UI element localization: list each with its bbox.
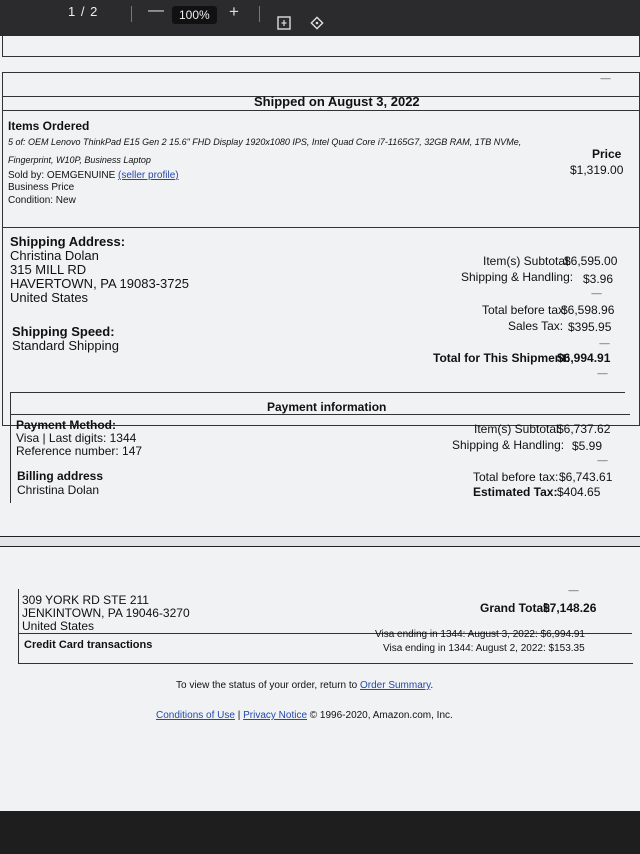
copyright-text: © 1996-2020, Amazon.com, Inc. xyxy=(307,710,453,721)
shipment-header: Shipped on August 3, 2022 xyxy=(254,94,420,109)
shipping-label: Shipping & Handling: xyxy=(461,270,574,284)
toolbar-divider xyxy=(259,6,260,22)
shipping-value: $3.96 xyxy=(583,272,614,286)
payment-subtotal-label: Item(s) Subtotal: xyxy=(474,422,563,436)
sales-tax-label: Sales Tax: xyxy=(508,319,564,333)
payment-shipping-value: $5.99 xyxy=(572,439,603,453)
order-status-text: To view the status of your order, return to Order Summary. xyxy=(176,680,434,691)
item-price: $1,319.00 xyxy=(570,163,624,177)
conditions-link[interactable]: Conditions of Use xyxy=(156,710,235,721)
subtotal-label: Item(s) Subtotal: xyxy=(483,254,572,268)
cc-transaction-1: Visa ending in 1344: August 3, 2022: $6,994.91 xyxy=(375,629,585,640)
estimated-tax-value: $404.65 xyxy=(557,485,601,499)
item-description-cont: Fingerprint, W10P, Business Laptop xyxy=(8,155,151,165)
billing-country: United States xyxy=(22,619,95,633)
shipment-total-value: $6,994.91 xyxy=(557,351,611,365)
billing-name: Christina Dolan xyxy=(17,483,100,497)
desk-background xyxy=(0,811,640,854)
shipping-speed-label: Shipping Speed: xyxy=(12,324,115,339)
payment-before-tax-value: $6,743.61 xyxy=(559,470,613,484)
zoom-level[interactable]: 100% xyxy=(172,6,217,24)
billing-address-line2: JENKINTOWN, PA 19046-3270 xyxy=(22,606,190,620)
privacy-link[interactable]: Privacy Notice xyxy=(243,710,307,721)
payment-before-tax-label: Total before tax: xyxy=(473,470,559,484)
shipping-address-label: Shipping Address: xyxy=(10,234,126,249)
payment-shipping-label: Shipping & Handling: xyxy=(452,438,565,452)
pdf-page: ------ Shipped on August 3, 2022 Items Ordered Price 5 of: OEM Lenovo ThinkPad E15 Gen 2 15.6" FHD Display 1920x1080 IPS, Intel Quad Core i7-1165G7, 32GB RAM, 1TB NVMe, Fingerprint, W10P, Business Laptop $1,319.00 Sold by: OEMGENUINE (seller profile) Business Price Condition: New Shipping Address: Christina Dolan 315 MILL RD HAVERTOWN, PA 19083-3725 United States Item(s) Subtotal: $6,595.00 Shipping & Handling: $3.96 ------ Total before tax: $6,598.96 Sales Tax: $395.95 ------ Shipping Speed: Standard Shipping Total for This Shipment: $6,994.91 ------ Payment information Payment Method: Visa | Last digits: 1344 Reference number: 147 Item(s) Subtotal: $6,737.62 Shipping & Handling: $5.99 ------ Billing address Christina Dolan Total before tax: $6,743.61 Estimated Tax: $404.65 ------ 309 YORK RD STE 211 JENKINTOWN, PA 19046-3270 United States Grand Total: $7,148.26 Credit Card transactions Visa ending in 1344: August 3, 2022: $6,994.91 Visa ending in 1344: August 2, 2022: $153.35 To view the status of your order, return to Order Summary. Conditions of Use | Privacy Notice © 1996-2020, Amazon.com, Inc. xyxy=(0,36,640,811)
payment-subtotal-value: $6,737.62 xyxy=(557,422,611,436)
payment-method-value: Visa | Last digits: 1344 xyxy=(16,431,137,445)
reference-number: Reference number: 147 xyxy=(16,444,143,458)
rotate-icon[interactable] xyxy=(309,15,325,31)
grand-total-value: $7,148.26 xyxy=(543,601,597,615)
sales-tax-value: $395.95 xyxy=(568,320,612,334)
price-label: Price xyxy=(592,147,622,161)
payment-header: Payment information xyxy=(267,400,387,414)
estimated-tax-label: Estimated Tax: xyxy=(473,485,558,499)
address-name: Christina Dolan xyxy=(10,248,99,263)
address-country: United States xyxy=(10,290,89,305)
payment-method-label: Payment Method: xyxy=(16,418,117,432)
page-indicator: 1 / 2 xyxy=(68,4,99,19)
subtotal-value: $6,595.00 xyxy=(564,254,618,268)
grand-total-label: Grand Total: xyxy=(480,601,551,615)
zoom-out-icon[interactable]: — xyxy=(148,2,164,19)
items-ordered-label: Items Ordered xyxy=(8,119,90,133)
condition: Condition: New xyxy=(8,195,76,206)
before-tax-label: Total before tax: xyxy=(482,303,568,317)
fit-page-icon[interactable] xyxy=(277,16,291,30)
pdf-toolbar xyxy=(0,0,640,36)
shipment-total-label: Total for This Shipment: xyxy=(433,351,571,365)
item-description: 5 of: OEM Lenovo ThinkPad E15 Gen 2 15.6" FHD Display 1920x1080 IPS, Intel Quad Core i7-1165G7, 32GB RAM, 1TB NVMe, xyxy=(8,137,522,147)
before-tax-value: $6,598.96 xyxy=(561,303,615,317)
billing-address-label: Billing address xyxy=(17,469,104,483)
credit-card-label: Credit Card transactions xyxy=(24,639,153,651)
order-summary-link[interactable]: Order Summary xyxy=(359,680,431,691)
toolbar-divider xyxy=(131,6,132,22)
shipping-speed-value: Standard Shipping xyxy=(12,338,119,353)
address-line2: HAVERTOWN, PA 19083-3725 xyxy=(10,276,189,291)
seller-profile-link[interactable]: (seller profile) xyxy=(118,170,179,181)
sold-by: Sold by: OEMGENUINE (seller profile) xyxy=(8,170,179,181)
billing-address-line1: 309 YORK RD STE 211 xyxy=(22,593,149,607)
footer-legal: Conditions of Use | Privacy Notice © 1996-2020, Amazon.com, Inc. xyxy=(156,710,453,721)
address-line1: 315 MILL RD xyxy=(10,262,87,277)
zoom-in-icon[interactable]: + xyxy=(229,2,239,21)
top-box xyxy=(2,36,640,57)
cc-transaction-2: Visa ending in 1344: August 2, 2022: $153.35 xyxy=(383,643,585,654)
business-price: Business Price xyxy=(8,182,75,193)
